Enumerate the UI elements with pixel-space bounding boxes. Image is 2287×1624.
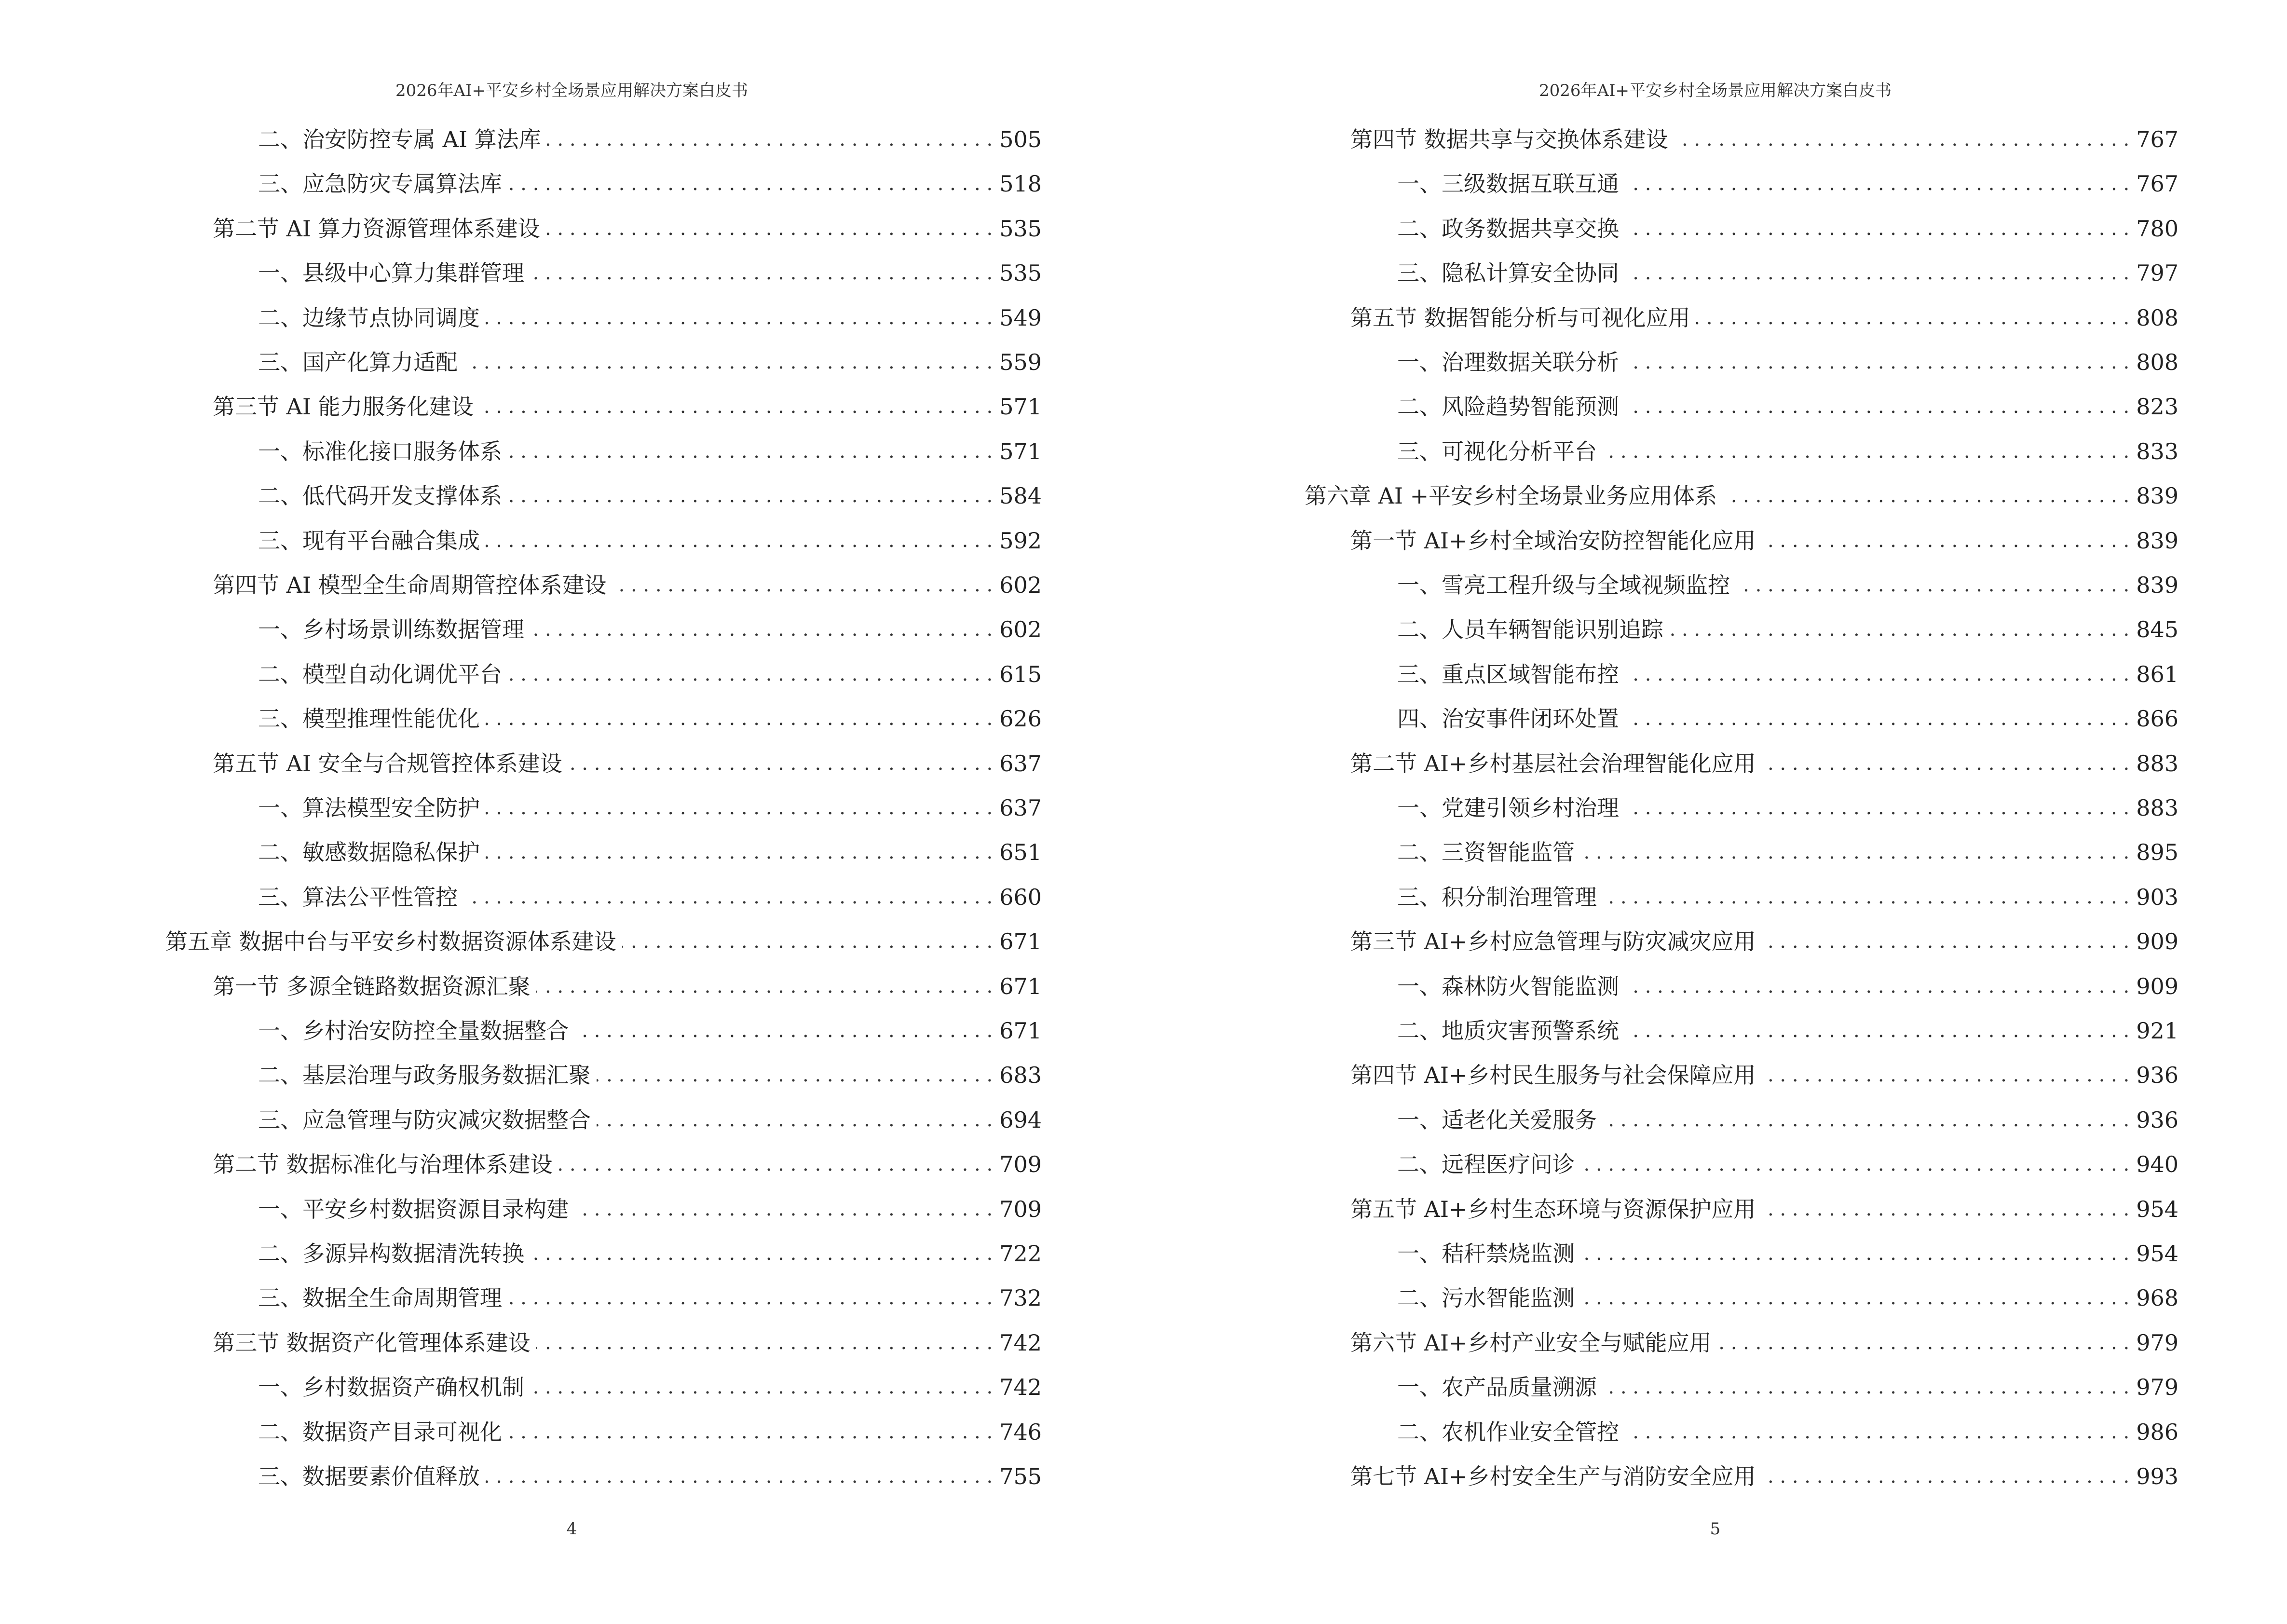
toc-entry-title: 一、党建引领乡村治理	[1397, 795, 1619, 821]
toc-entry-page: 592	[999, 527, 1042, 554]
toc-entry-title: 第六节 AI+乡村产业安全与赋能应用	[1350, 1329, 1712, 1356]
toc-entry-page: 671	[999, 973, 1042, 999]
toc-entry-page: 839	[2136, 483, 2178, 509]
toc-entry-item[interactable]	[258, 297, 1042, 331]
dot-leader	[1603, 884, 2129, 910]
toc-entry-title: 第二节 AI+乡村基层社会治理智能化应用	[1350, 750, 1756, 777]
toc-entry-title: 第三节 数据资产化管理体系建设	[213, 1329, 531, 1356]
toc-entry-page: 986	[2136, 1419, 2178, 1445]
toc-entry-title: 第六章 AI +平安乡村全场景业务应用体系	[1305, 483, 1717, 509]
toc-entry-title: 一、治理数据关联分析	[1397, 349, 1619, 375]
dot-leader	[536, 1330, 993, 1356]
toc-entry-page: 549	[999, 304, 1042, 331]
dot-leader	[530, 616, 993, 642]
toc-entry-section[interactable]	[1350, 743, 2178, 777]
toc-entry-title: 二、远程医疗问诊	[1397, 1151, 1575, 1178]
toc-entry-item[interactable]	[258, 475, 1042, 509]
toc-entry-title: 二、农机作业安全管控	[1397, 1419, 1619, 1445]
dot-leader	[1580, 839, 2129, 865]
toc-entry-title: 一、雪亮工程升级与全域视频监控	[1397, 572, 1730, 598]
toc-entry-section[interactable]	[213, 966, 1042, 999]
toc-entry-title: 第一节 AI+乡村全域治安防控智能化应用	[1350, 527, 1756, 554]
toc-entry-item[interactable]	[1397, 832, 2178, 865]
toc-entry-page: 780	[2136, 215, 2178, 242]
toc-entry-title: 第三节 AI+乡村应急管理与防灾减灾应用	[1350, 928, 1756, 955]
toc-entry-item[interactable]	[258, 1366, 1042, 1400]
toc-entry-item[interactable]	[1397, 609, 2178, 642]
toc-entry-title: 一、秸秆禁烧监测	[1397, 1241, 1575, 1267]
toc-entry-page: 732	[999, 1285, 1042, 1311]
dot-leader	[613, 572, 993, 598]
toc-entry-title: 第二节 AI 算力资源管理体系建设	[213, 215, 540, 242]
toc-entry-section[interactable]	[1350, 1054, 2178, 1088]
dot-leader	[486, 706, 993, 732]
toc-entry-item[interactable]	[1397, 1099, 2178, 1133]
toc-entry-page: 936	[2136, 1106, 2178, 1133]
toc-entry-item[interactable]	[258, 1277, 1042, 1311]
toc-entry-page: 839	[2136, 572, 2178, 598]
toc-entry-title: 三、应急管理与防灾减灾数据整合	[258, 1106, 591, 1133]
dot-leader	[1625, 973, 2129, 999]
toc-entry-section[interactable]	[1350, 297, 2178, 331]
toc-entry-title: 二、多源异构数据清洗转换	[258, 1241, 524, 1267]
toc-entry-item[interactable]	[258, 431, 1042, 464]
toc-entry-item[interactable]	[258, 787, 1042, 821]
toc-entry-title: 第四节 AI 模型全生命周期管控体系建设	[213, 572, 607, 598]
toc-entry-page: 909	[2136, 973, 2178, 999]
toc-entry-page: 866	[2136, 706, 2178, 732]
toc-entry-page: 505	[999, 126, 1042, 152]
toc-entry-page: 535	[999, 215, 1042, 242]
toc-entry-page: 683	[999, 1062, 1042, 1089]
toc-entry-item[interactable]	[258, 1054, 1042, 1088]
toc-entry-item[interactable]	[258, 1411, 1042, 1445]
toc-entry-page: 808	[2136, 349, 2178, 375]
toc-entry-item[interactable]	[258, 252, 1042, 286]
toc-entry-item[interactable]	[258, 654, 1042, 687]
toc-entry-item[interactable]	[258, 832, 1042, 865]
toc-entry-section[interactable]	[213, 1144, 1042, 1177]
toc-entry-item[interactable]	[258, 1099, 1042, 1133]
toc-entry-page: 797	[2136, 260, 2178, 287]
dot-leader	[1625, 394, 2129, 420]
toc-entry-title: 第五节 AI+乡村生态环境与资源保护应用	[1350, 1196, 1756, 1222]
dot-leader	[1736, 572, 2129, 598]
dot-leader	[1580, 1151, 2129, 1177]
dot-leader	[463, 884, 993, 910]
toc-entry-title: 三、应急防灾专属算法库	[258, 171, 502, 197]
toc-entry-item[interactable]	[1397, 341, 2178, 375]
page-number: 4	[566, 1519, 577, 1539]
dot-leader	[1669, 616, 2129, 642]
dot-leader	[597, 1062, 993, 1088]
toc-entry-page: 940	[2136, 1151, 2178, 1178]
toc-entry-page: 615	[999, 661, 1042, 687]
toc-entry-item[interactable]	[1397, 1277, 2178, 1311]
toc-entry-item[interactable]	[1397, 252, 2178, 286]
page-number: 5	[1710, 1519, 1721, 1539]
dot-leader	[1762, 928, 2130, 955]
toc-entry-page: 626	[999, 706, 1042, 732]
dot-leader	[1603, 438, 2129, 464]
dot-leader	[1625, 171, 2129, 197]
toc-entry-section[interactable]	[213, 386, 1042, 420]
dot-leader	[547, 126, 993, 152]
toc-entry-item[interactable]	[258, 520, 1042, 554]
toc-entry-title: 第一节 多源全链路数据资源汇聚	[213, 973, 531, 999]
toc-entry-title: 第五章 数据中台与平安乡村数据资源体系建设	[165, 928, 616, 955]
toc-entry-title: 三、隐私计算安全协同	[1397, 260, 1619, 287]
right-page	[1144, 0, 2287, 1624]
toc-entry-page: 883	[2136, 750, 2178, 777]
toc-entry-title: 二、基层治理与政务服务数据汇聚	[258, 1062, 591, 1089]
toc-entry-item[interactable]	[1397, 876, 2178, 910]
toc-entry-page: 968	[2136, 1285, 2178, 1311]
toc-entry-page: 637	[999, 750, 1042, 777]
dot-leader	[530, 260, 993, 286]
toc-entry-page: 845	[2136, 616, 2178, 643]
toc-entry-title: 二、敏感数据隐私保护	[258, 839, 480, 866]
toc-entry-page: 839	[2136, 527, 2178, 554]
toc-entry-chapter[interactable]	[1305, 475, 2178, 509]
toc-entry-title: 三、算法公平性管控	[258, 884, 458, 910]
toc-entry-title: 二、污水智能监测	[1397, 1285, 1575, 1311]
toc-entry-title: 三、现有平台融合集成	[258, 527, 480, 554]
toc-entry-page: 808	[2136, 304, 2178, 331]
dot-leader	[1625, 349, 2129, 375]
toc-entry-section[interactable]	[213, 743, 1042, 777]
dot-leader	[508, 171, 993, 197]
dot-leader	[568, 751, 993, 777]
dot-leader	[486, 795, 993, 821]
toc-entry-title: 第七节 AI+乡村安全生产与消防安全应用	[1350, 1463, 1756, 1489]
toc-entry-title: 三、数据要素价值释放	[258, 1463, 480, 1489]
dot-leader	[1625, 706, 2129, 732]
toc-entry-title: 一、标准化接口服务体系	[258, 438, 502, 464]
toc-entry-section[interactable]	[1350, 520, 2178, 554]
toc-entry-page: 861	[2136, 661, 2178, 687]
toc-entry-title: 第五节 数据智能分析与可视化应用	[1350, 304, 1690, 331]
dot-leader	[1762, 1463, 2130, 1489]
toc-entry-title: 二、边缘节点协同调度	[258, 304, 480, 331]
dot-leader	[508, 483, 993, 509]
toc-entry-page: 909	[2136, 928, 2178, 955]
toc-entry-page: 755	[999, 1463, 1042, 1489]
toc-entry-page: 671	[999, 928, 1042, 955]
toc-entry-page: 979	[2136, 1329, 2178, 1356]
toc-entry-page: 883	[2136, 795, 2178, 821]
toc-entry-item[interactable]	[1397, 698, 2178, 732]
toc-entry-item[interactable]	[1397, 431, 2178, 464]
toc-entry-title: 三、数据全生命周期管理	[258, 1285, 502, 1311]
toc-entry-title: 三、模型推理性能优化	[258, 706, 480, 732]
toc-entry-item[interactable]	[1397, 1411, 2178, 1445]
toc-entry-section[interactable]	[1350, 1456, 2178, 1489]
dot-leader	[1723, 483, 2129, 509]
toc-entry-title: 二、低代码开发支撑体系	[258, 483, 502, 509]
toc-entry-item[interactable]	[1397, 1233, 2178, 1267]
toc-entry-item[interactable]	[1397, 654, 2178, 687]
dot-leader	[530, 1374, 993, 1400]
toc-entry-page: 559	[999, 349, 1042, 375]
dot-leader	[479, 394, 993, 420]
dot-leader	[1625, 216, 2129, 242]
toc-entry-title: 一、算法模型安全防护	[258, 795, 480, 821]
toc-entry-item[interactable]	[1397, 966, 2178, 999]
toc-entry-page: 742	[999, 1374, 1042, 1401]
toc-entry-title: 三、积分制治理管理	[1397, 884, 1597, 910]
toc-entry-title: 二、模型自动化调优平台	[258, 661, 502, 687]
toc-entry-item[interactable]	[1397, 386, 2178, 420]
dot-leader	[1674, 126, 2130, 152]
toc-entry-section[interactable]	[213, 1322, 1042, 1356]
toc-entry-title: 二、风险趋势智能预测	[1397, 394, 1619, 420]
dot-leader	[463, 349, 993, 375]
toc-entry-title: 一、乡村数据资产确权机制	[258, 1374, 524, 1401]
toc-entry-section[interactable]	[213, 208, 1042, 242]
dot-leader	[1625, 1419, 2129, 1445]
dot-leader	[1762, 1062, 2130, 1088]
toc-entry-title: 一、平安乡村数据资源目录构建	[258, 1196, 569, 1222]
toc-entry-page: 993	[2136, 1463, 2178, 1489]
toc-entry-page: 709	[999, 1151, 1042, 1178]
toc-entry-page: 954	[2136, 1241, 2178, 1267]
toc-entry-item[interactable]	[1397, 163, 2178, 197]
dot-leader	[1625, 1018, 2129, 1044]
toc-entry-title: 四、治安事件闭环处置	[1397, 706, 1619, 732]
toc-entry-item[interactable]	[258, 163, 1042, 197]
dot-leader	[1625, 260, 2129, 286]
toc-entry-page: 694	[999, 1106, 1042, 1133]
dot-leader	[597, 1107, 993, 1133]
toc-entry-page: 518	[999, 171, 1042, 197]
toc-entry-item[interactable]	[258, 876, 1042, 910]
toc-entry-title: 二、人员车辆智能识别追踪	[1397, 616, 1663, 643]
toc-entry-page: 671	[999, 1018, 1042, 1044]
toc-entry-item[interactable]	[258, 1456, 1042, 1489]
dot-leader	[1625, 661, 2129, 687]
toc-entry-item[interactable]	[1397, 1010, 2178, 1044]
toc-entry-item[interactable]	[1397, 787, 2178, 821]
dot-leader	[1580, 1241, 2129, 1267]
dot-leader	[574, 1018, 993, 1044]
toc-entry-page: 571	[999, 394, 1042, 420]
dot-leader	[546, 216, 993, 242]
toc-entry-title: 第三节 AI 能力服务化建设	[213, 394, 474, 420]
dot-leader	[536, 973, 993, 999]
toc-entry-item[interactable]	[1397, 1366, 2178, 1400]
toc-entry-item[interactable]	[258, 1010, 1042, 1044]
dot-leader	[1762, 751, 2130, 777]
toc-entry-item[interactable]	[258, 341, 1042, 375]
toc-entry-page: 921	[2136, 1018, 2178, 1044]
dot-leader	[508, 661, 993, 687]
running-header: 2026年AI+平安乡村全场景应用解决方案白皮书	[1539, 81, 1892, 100]
toc-entry-title: 第四节 AI+乡村民生服务与社会保障应用	[1350, 1062, 1756, 1089]
toc-entry-page: 742	[999, 1329, 1042, 1356]
toc-entry-page: 571	[999, 438, 1042, 464]
toc-entry-page: 637	[999, 795, 1042, 821]
toc-entry-section[interactable]	[213, 564, 1042, 598]
toc-entry-title: 二、数据资产目录可视化	[258, 1419, 502, 1445]
toc-entry-section[interactable]	[1350, 1188, 2178, 1222]
toc-entry-page: 746	[999, 1419, 1042, 1445]
toc-entry-page: 709	[999, 1196, 1042, 1222]
dot-leader	[486, 305, 993, 331]
toc-entry-section[interactable]	[1350, 119, 2178, 152]
toc-entry-page: 979	[2136, 1374, 2178, 1401]
toc-entry-page: 767	[2136, 171, 2178, 197]
toc-entry-item[interactable]	[1397, 564, 2178, 598]
toc-entry-chapter[interactable]	[165, 921, 1042, 955]
dot-leader	[622, 928, 993, 955]
toc-entry-title: 一、乡村场景训练数据管理	[258, 616, 524, 643]
toc-entry-title: 一、适老化关爱服务	[1397, 1106, 1597, 1133]
toc-entry-page: 767	[2136, 126, 2178, 152]
dot-leader	[486, 1463, 993, 1489]
toc-entry-section[interactable]	[1350, 921, 2178, 955]
toc-entry-title: 第四节 数据共享与交换体系建设	[1350, 126, 1668, 152]
dot-leader	[508, 1419, 993, 1445]
toc-entry-section[interactable]	[1350, 1322, 2178, 1356]
toc-entry-item[interactable]	[1397, 208, 2178, 242]
toc-entry-page: 823	[2136, 394, 2178, 420]
toc-entry-item[interactable]	[258, 698, 1042, 732]
toc-entry-page: 954	[2136, 1196, 2178, 1222]
toc-entry-title: 二、治安防控专属 AI 算法库	[258, 126, 541, 152]
toc-entry-title: 一、农产品质量溯源	[1397, 1374, 1597, 1401]
toc-entry-page: 660	[999, 884, 1042, 910]
dot-leader	[1580, 1285, 2129, 1311]
dot-leader	[574, 1196, 993, 1222]
toc-entry-page: 833	[2136, 438, 2178, 464]
dot-leader	[1603, 1107, 2129, 1133]
dot-leader	[1717, 1330, 2130, 1356]
toc-entry-page: 602	[999, 616, 1042, 643]
toc-entry-title: 第五节 AI 安全与合规管控体系建设	[213, 750, 562, 777]
dot-leader	[1762, 1196, 2130, 1222]
toc-entry-page: 535	[999, 260, 1042, 287]
toc-entry-item[interactable]	[258, 1233, 1042, 1267]
dot-leader	[508, 1285, 993, 1311]
dot-leader	[1625, 795, 2129, 821]
toc-entry-title: 二、政务数据共享交换	[1397, 215, 1619, 242]
toc-entry-title: 第二节 数据标准化与治理体系建设	[213, 1151, 553, 1178]
dot-leader	[486, 528, 993, 554]
toc-entry-title: 一、三级数据互联互通	[1397, 171, 1619, 197]
toc-entry-item[interactable]	[258, 119, 1042, 152]
toc-entry-page: 895	[2136, 839, 2178, 866]
toc-entry-title: 一、县级中心算力集群管理	[258, 260, 524, 287]
toc-entry-title: 三、重点区域智能布控	[1397, 661, 1619, 687]
dot-leader	[1603, 1374, 2129, 1400]
running-header: 2026年AI+平安乡村全场景应用解决方案白皮书	[395, 81, 748, 100]
toc-entry-page: 584	[999, 483, 1042, 509]
toc-entry-page: 903	[2136, 884, 2178, 910]
toc-entry-title: 三、可视化分析平台	[1397, 438, 1597, 464]
dot-leader	[508, 438, 993, 464]
toc-entry-title: 一、乡村治安防控全量数据整合	[258, 1018, 569, 1044]
dot-leader	[530, 1241, 993, 1267]
toc-entry-page: 651	[999, 839, 1042, 866]
toc-entry-title: 三、国产化算力适配	[258, 349, 458, 375]
toc-entry-title: 二、地质灾害预警系统	[1397, 1018, 1619, 1044]
dot-leader	[486, 839, 993, 865]
toc-entry-page: 602	[999, 572, 1042, 598]
toc-entry-title: 一、森林防火智能监测	[1397, 973, 1619, 999]
toc-entry-item[interactable]	[1397, 1144, 2178, 1177]
toc-entry-page: 722	[999, 1241, 1042, 1267]
toc-entry-title: 二、三资智能监管	[1397, 839, 1575, 866]
toc-entry-page: 936	[2136, 1062, 2178, 1089]
dot-leader	[1762, 528, 2130, 554]
toc-entry-item[interactable]	[258, 609, 1042, 642]
dot-leader	[558, 1151, 993, 1177]
dot-leader	[1696, 305, 2130, 331]
toc-entry-item[interactable]	[258, 1188, 1042, 1222]
